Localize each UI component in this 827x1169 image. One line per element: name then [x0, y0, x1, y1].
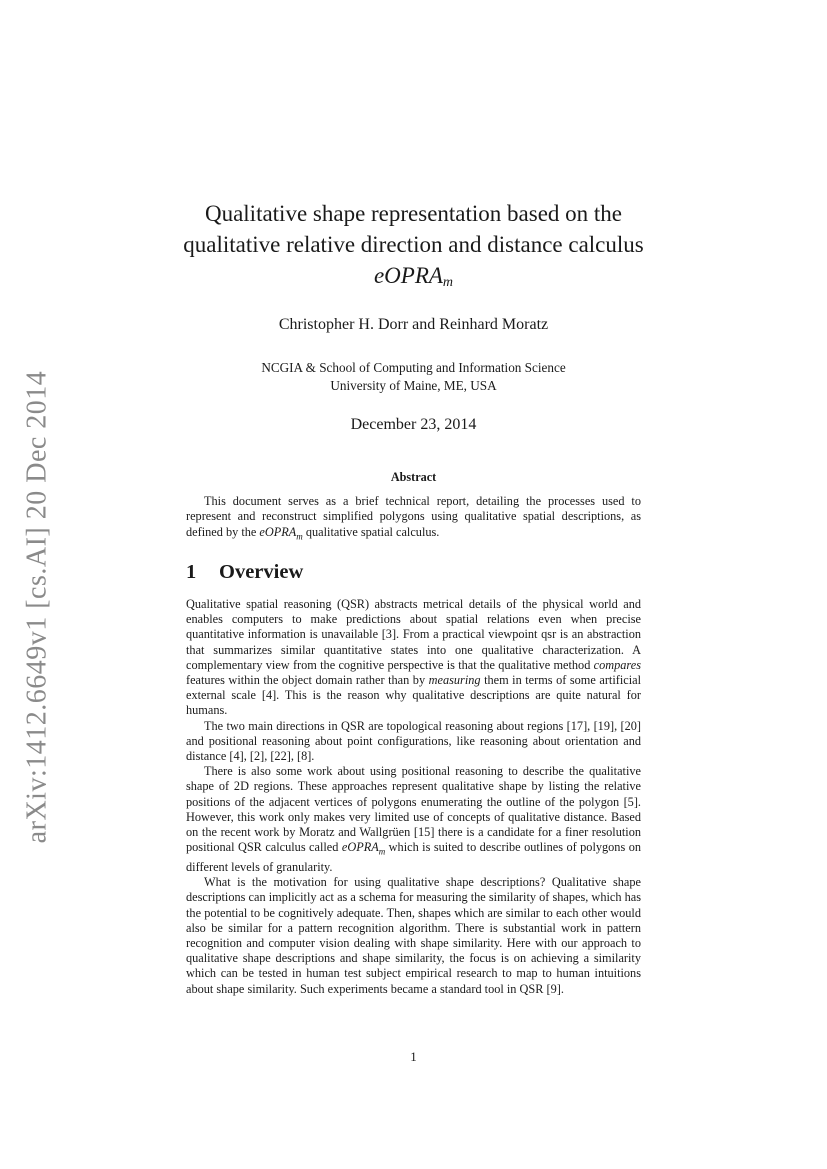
- arxiv-sidebar-stamp: [9, 372, 65, 842]
- affiliation-line-2: University of Maine, ME, USA: [330, 378, 497, 393]
- paragraph-4: What is the motivation for using qualitative shape descriptions? Qualitative shape descriptions can implicitly act as a schema for measuring the similarity of shapes, which has the potential to be cognitively adequate. Then, shapes which are similar to each other would also be similar for a pattern recognition algorithm. There is substantial work in pattern recognition and computer vision dealing with shape similarity. Here with our approach to qualitative shape descriptions and shape similarity, the focus is on achieving a similarity which can be tested in human test subject empirical research to map to human intuitions about shape similarity. Such experiments became a standard tool in QSR [9].: [186, 875, 641, 996]
- paper-title: [150, 198, 677, 291]
- paragraph-2: The two main directions in QSR are topological reasoning about regions [17], [19], [20] and positional reasoning about point configurations, like reasoning about orientation and distance [4], [2], [22], [8].: [186, 718, 641, 764]
- paragraph-3-calculus: eOPRA$_m$: [341, 840, 386, 857]
- affiliation-line-1: NCGIA & School of Computing and Information Science: [261, 360, 566, 375]
- title-calculus: eOPRA$_m$: [373, 263, 454, 290]
- page-number: 1: [410, 1049, 417, 1064]
- affiliation: [150, 359, 677, 395]
- section-heading-overview: [186, 561, 641, 584]
- paragraph-3: There is also some work about using positional reasoning to describe the qualitative shape of 2D regions. These approaches represent qualitative shape by listing the relative positions of the adjacent vertices of polygons enumerating the outline of the polygon [5]. However, this work only makes very limited use of concepts of qualitative distance. Based on the recent work by Moratz and Wallgrüen [15] there is a candidate for a finer resolution positional QSR calculus called eOPRA$_m$ which is suited to describe outlines of polygons on different levels of granularity.: [186, 764, 641, 874]
- arxiv-id: arXiv:1412.6649v1 [cs.AI] 20 Dec 2014: [21, 370, 52, 844]
- section-body: [186, 597, 641, 997]
- section-number: 1: [186, 561, 197, 583]
- abstract-text: This document serves as a brief technical report, detailing the processes used to represent and reconstruct simplified polygons using qualitative spatial descriptions, as defined by the eOPRA$_m$ qualitative spatial calculus.: [186, 494, 641, 542]
- paragraph-1: Qualitative spatial reasoning (QSR) abstracts metrical details of the physical world and enables computers to make predictions about spatial relations even when precise quantitative information is unavailable [3]. From a practical viewpoint qsr is an abstraction that summarizes similar quantitative states into one qualitative characterization. A complementary view from the cognitive perspective is that the qualitative method compares features within the object domain rather than by measuring them in terms of some artificial external scale [4]. This is the reason why qualitative descriptions are quite natural for humans.: [186, 597, 642, 718]
- abstract-calculus: eOPRA$_m$: [259, 524, 303, 542]
- title-line-1: Qualitative shape representation based on the: [204, 201, 623, 226]
- authors: Christopher H. Dorr and Reinhard Moratz: [278, 316, 549, 333]
- publication-date: December 23, 2014: [350, 416, 477, 433]
- title-line-2: qualitative relative direction and distance calculus: [183, 232, 644, 257]
- section-title: Overview: [219, 561, 304, 583]
- abstract-heading: Abstract: [390, 470, 437, 484]
